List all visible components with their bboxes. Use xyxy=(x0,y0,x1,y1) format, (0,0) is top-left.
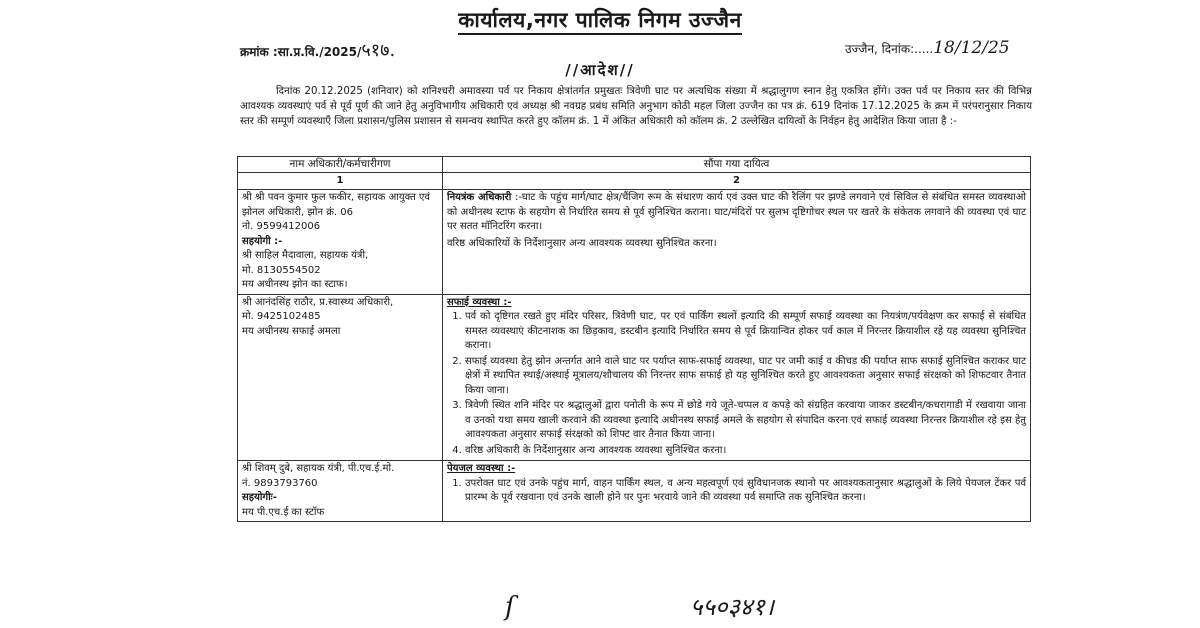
officer-mobile: नो. 9599412006 xyxy=(242,221,321,232)
officer-cell xyxy=(238,461,443,522)
officer-cell xyxy=(238,294,443,461)
duty-paragraph xyxy=(447,191,1026,235)
assistant-name: श्री साहिल मैदावाला, सहायक यंत्री, xyxy=(242,250,369,261)
col2-number: 2 xyxy=(443,172,1031,190)
intro-paragraph: दिनांक 20.12.2025 (शनिवार) को शनिश्चरी अमावस्या पर्व पर निकाय क्षेत्रांतर्गत प्रमुखतः त्रिवेणी घाट पर अत्यधिक संख्या में श्रद्धालुगण स्नान हेतु एकत्रित होंगे। उक्त पर्व पर निकाय स्तर की विभिन्न आवश्यक व्यवस्थाएं पर्व से पूर्व पूर्ण की जाने हेतु अनुविभागीय अधिकारी एवं अध्यक्ष श्री नवग्रह प्रबंध समिति अनुभाग कोठी महल जिला उज्जैन का पत्र क्रं. 619 दिनांक 17.12.2025 के क्रम में परंपरानुसार निकाय स्तर की सम्पूर्ण व्यवस्थाएँ जिला प्रशासन/पुलिस प्रशासन से समन्वय स्थापित करते हुए कॉलम क्रं. 1 में अंकित अधिकारी को कॉलम क्रं. 2 उल्लेखित दायित्वों के निर्वहन हेतु आदेशित किया जाता है :- xyxy=(240,86,1032,127)
officer-mobile: नं. 9893793760 xyxy=(242,477,318,489)
staff-note: मय अधीनस्थ सफाई अमला xyxy=(242,325,341,337)
table-header-row xyxy=(238,157,1031,173)
duty-text: :-घाट के पहुंच मार्ग/घाट क्षेत्र/चैंजिग रूम के संधारण कार्य एवं उक्त घाट की रैलिंग पर झण्डे लगवाने एवं सिविल से संबंधित समस्त व्यवस्थाओ को अधीनस्थ स्टाफ के सहयोग से निर्धारित समय से पूर्व सुनिश्चित कराना। घाट/मंदिरों पर सुलभ दृष्टिगोचर स्थल पर खतरे के संकेतक लगवाने की व्यवस्था एवं घाट पर सतत मॉनिटरिंग करना। xyxy=(447,192,1026,232)
list-item: 1. उपरोक्त घाट एवं उनके पहुंच मार्ग, वाहन पार्किंग स्थल, व अन्य महत्वपूर्ण एवं सुविधानजक स्थानो पर आवश्यकतानुसार श्रद्धालुओं के लिये पेयजल टेंकर पर्व प्रारम्भ के पूर्व रखवाना एवं उनके खाली होने पर पुनः भरवाये जाने की व्यवस्था पर्व समाप्ति तक सुनिश्चित करना। xyxy=(465,477,1026,506)
order-number-handwritten: ५१७. xyxy=(361,40,396,61)
date-handwritten: 18/12/25 xyxy=(933,38,1010,58)
duty-list xyxy=(447,477,1026,506)
officer-name: श्री श्री पवन कुमार फुल फकीर, सहायक आयुक्त एवं झोनल अधिकारी, झोन क्रं. 06 xyxy=(242,192,430,218)
list-item: 2. सफाई व्यवस्था हेतु झोन अन्तर्गत आने वाले घाट पर पर्याप्त साफ-सफाई व्यवस्था, घाट पर जमी काई व कीचड की पर्याप्त साफ सफाई सुनिश्चित कराकर घाट क्षेत्रों में स्थापित स्थाई/अस्थाई मूत्रालय/शौचालय की निरन्तर साफ सफाई हो यह सुनिश्चित करते हुए आवश्यकता अनुसार सफाई संरक्षको को शिफटवार तैनात किया जाना। xyxy=(465,355,1026,399)
assistant-label: सहयोगीः- xyxy=(242,492,277,503)
duty-list xyxy=(447,310,1026,458)
table-row xyxy=(238,190,1031,295)
duty-cell xyxy=(443,461,1031,522)
duty-title: पेयजल व्यवस्था :- xyxy=(447,463,516,474)
order-number-label: क्रमांक :सा.प्र.वि./2025/ xyxy=(240,45,362,59)
table-row xyxy=(238,294,1031,461)
assistant-mobile: मो. 8130554502 xyxy=(242,264,321,276)
duty-table xyxy=(237,156,1031,522)
list-item: 1. पर्व को दृष्टिगत रखते हुए मंदिर परिसर, त्रिवेणी घाट, पर एवं पार्किंग स्थलों इत्यादि की सम्पूर्ण सफाई व्यवस्था का नियत्रंण/पर्यवेक्षण कर सफाई से संबंधित समस्त व्यवस्थाएं कीटनाशक का छिड़काव, डस्टबीन इत्यादि निर्धारित समय से पूर्व क्रियान्वित होकर पर्व काल में निरन्तर क्रियाशील रहे यह व्यवस्था सुनिश्चित कराना। xyxy=(465,310,1026,354)
officer-cell xyxy=(238,190,443,295)
signature-mark-right: ५५०३४१। xyxy=(690,593,774,621)
order-number xyxy=(240,38,395,62)
officer-name: श्री शिवम् दुबे, सहायक यंत्री, पी.एच.ई.मो. xyxy=(242,463,395,474)
col1-number: 1 xyxy=(238,172,443,190)
duty-title: नियत्रंक अधिकारी xyxy=(447,192,512,203)
list-item: 4. वरिष्ठ अधिकारी के निर्देशानुसार अन्य आवश्यक व्यवस्था सुनिश्चित करना। xyxy=(465,444,1026,459)
staff-note: मय पी.एच.ई का स्टॉफ xyxy=(242,506,325,518)
duty-cell xyxy=(443,190,1031,295)
office-title: कार्यालय,नगर पालिक निगम उज्जैन xyxy=(0,6,1200,34)
list-item: 3. त्रिवेणी स्थित शनि मंदिर पर श्रद्धालुओं द्वारा पनोती के रूप में छोडे गये जूते-चप्पल व कपड़े को संग्रहित करवाया जाकर डस्टबीन/कचरागाडी में रखवाया जाना व उनको यथा समय खाली करवाने की व्यवस्था इत्यादि अधीनस्थ सफाई अमले के सहयोग से संपादित करना एवं सफाई व्यवस्था निरन्तर क्रियाशील रहे इस हेतु आवश्यकता अनुसार सफाई संरक्षको को शिफ्ट वार तैनात किया जाना। xyxy=(465,399,1026,443)
assistant-label: सहयोगी :- xyxy=(242,235,283,247)
col2-header: सौंपा गया दायित्व xyxy=(443,157,1031,173)
table-row xyxy=(238,461,1031,522)
date-label: उज्जैन, दिनांक:..... xyxy=(845,42,934,56)
staff-note: मय अधीनस्थ झोन का स्टाफ। xyxy=(242,279,348,290)
officer-name: श्री आनंदसिंह राठौर, प्र.स्वास्थ्य अधिकारी, xyxy=(242,296,394,308)
signature-mark-left: ſ xyxy=(505,592,515,622)
duty-cell xyxy=(443,294,1031,461)
order-date xyxy=(845,38,1010,58)
order-heading: //आदेश// xyxy=(565,61,635,79)
officer-mobile: मो. 9425102485 xyxy=(242,311,321,322)
col1-header: नाम अधिकारी/कर्मचारीगण xyxy=(238,157,443,173)
column-number-row xyxy=(238,172,1031,190)
duty-extra: वरिष्ठ अधिकारियों के निर्देशानुसार अन्य आवश्यक व्यवस्था सुनिश्चित करना। xyxy=(447,237,717,249)
duty-title: सफाई व्यवस्था :- xyxy=(447,296,512,308)
